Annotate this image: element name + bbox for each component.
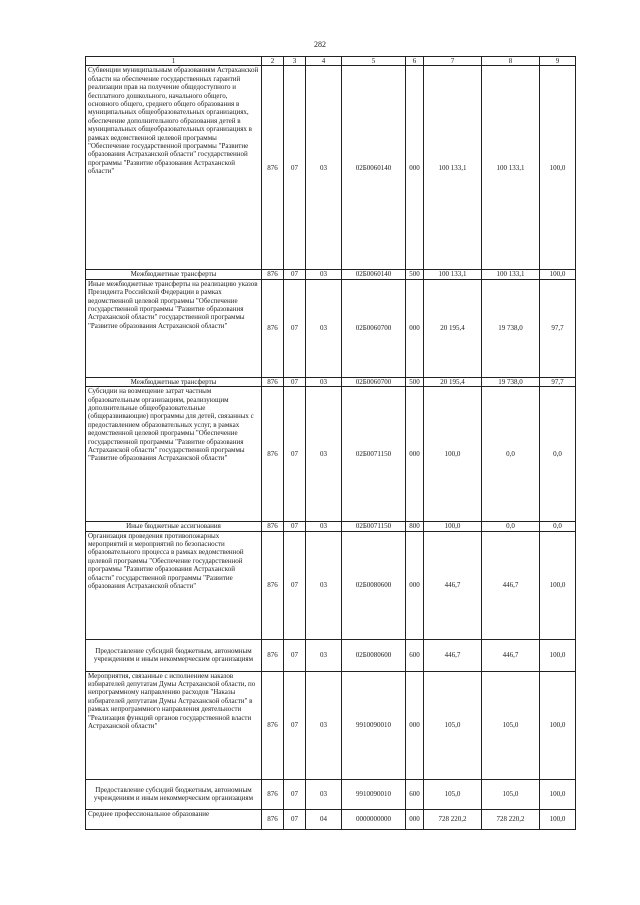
row-description: Иные бюджетные ассигнования xyxy=(86,522,262,531)
section-code: 07 xyxy=(284,387,306,522)
subsection-code: 03 xyxy=(306,522,342,531)
subsection-code: 03 xyxy=(306,377,342,386)
expense-type-code: 000 xyxy=(406,809,424,829)
header-cell: 3 xyxy=(284,57,306,66)
planned-amount: 100 133,1 xyxy=(424,270,482,279)
executed-amount: 446,7 xyxy=(482,531,540,639)
header-cell: 9 xyxy=(540,57,576,66)
subsection-code: 03 xyxy=(306,779,342,809)
grbs-code: 876 xyxy=(262,387,284,522)
planned-amount: 446,7 xyxy=(424,639,482,671)
planned-amount: 100,0 xyxy=(424,522,482,531)
header-cell: 5 xyxy=(342,57,406,66)
section-code: 07 xyxy=(284,639,306,671)
row-description: Иные межбюджетные трансферты на реализацию указов Президента Российской Федерации в рамках ведомственной целевой программы "Обеспечение государственной программы "Развитие образования Астраханской области" государственной программы "Развитие образования Астраханской области" xyxy=(86,279,262,377)
section-code: 07 xyxy=(284,522,306,531)
expense-type-code: 000 xyxy=(406,279,424,377)
section-code: 07 xyxy=(284,66,306,270)
target-article-code: 02Б0060140 xyxy=(342,66,406,270)
page-number: 282 xyxy=(314,40,326,49)
row-description: Межбюджетные трансферты xyxy=(86,270,262,279)
row-description: Предоставление субсидий бюджетным, автономным учреждениям и иным некоммерческим организациям xyxy=(86,639,262,671)
execution-percent: 100,0 xyxy=(540,809,576,829)
expense-type-code: 500 xyxy=(406,377,424,386)
target-article-code: 02Б0060140 xyxy=(342,270,406,279)
table-row xyxy=(86,279,576,377)
table-row xyxy=(86,639,576,671)
budget-table xyxy=(85,56,576,830)
subsection-code: 03 xyxy=(306,279,342,377)
header-cell: 4 xyxy=(306,57,342,66)
executed-amount: 100 133,1 xyxy=(482,66,540,270)
table-row xyxy=(86,377,576,386)
table-row xyxy=(86,270,576,279)
table-row xyxy=(86,809,576,829)
header-cell: 6 xyxy=(406,57,424,66)
expense-type-code: 800 xyxy=(406,522,424,531)
target-article-code: 9910090010 xyxy=(342,779,406,809)
grbs-code: 876 xyxy=(262,279,284,377)
executed-amount: 100 133,1 xyxy=(482,270,540,279)
execution-percent: 100,0 xyxy=(540,779,576,809)
planned-amount: 105,0 xyxy=(424,779,482,809)
target-article-code: 02Б0060700 xyxy=(342,377,406,386)
grbs-code: 876 xyxy=(262,377,284,386)
header-cell: 8 xyxy=(482,57,540,66)
subsection-code: 03 xyxy=(306,270,342,279)
expense-type-code: 000 xyxy=(406,66,424,270)
section-code: 07 xyxy=(284,671,306,779)
planned-amount: 105,0 xyxy=(424,671,482,779)
execution-percent: 100,0 xyxy=(540,531,576,639)
table-row xyxy=(86,779,576,809)
header-cell: 1 xyxy=(86,57,262,66)
subsection-code: 03 xyxy=(306,671,342,779)
grbs-code: 876 xyxy=(262,270,284,279)
row-description: Предоставление субсидий бюджетным, автономным учреждениям и иным некоммерческим организациям xyxy=(86,779,262,809)
header-cell: 7 xyxy=(424,57,482,66)
grbs-code: 876 xyxy=(262,639,284,671)
subsection-code: 03 xyxy=(306,387,342,522)
executed-amount: 0,0 xyxy=(482,387,540,522)
row-description: Среднее профессиональное образование xyxy=(86,809,262,829)
execution-percent: 97,7 xyxy=(540,377,576,386)
section-code: 07 xyxy=(284,779,306,809)
execution-percent: 100,0 xyxy=(540,671,576,779)
executed-amount: 105,0 xyxy=(482,671,540,779)
row-description: Организация проведения противопожарных мероприятий и мероприятий по безопасности образовательного процесса в рамках ведомственной целевой программы "Обеспечение государственной программы "Развитие образования Астраханской области" государственной программы "Развитие образования Астраханской области" xyxy=(86,531,262,639)
expense-type-code: 000 xyxy=(406,531,424,639)
target-article-code: 02Б0071150 xyxy=(342,522,406,531)
execution-percent: 97,7 xyxy=(540,279,576,377)
target-article-code: 02Б0060700 xyxy=(342,279,406,377)
table-row xyxy=(86,671,576,779)
row-description: Субвенции муниципальным образованиям Астраханской области на обеспечение государственных гарантий реализации прав на получение общедоступного и бесплатного дошкольного, начального общего, основного общего, среднего общего образования в муниципальных общеобразовательных организациях, обеспечение дополнительного образования детей в муниципальных общеобразовательных организациях в рамках ведомственной целевой программы "Обеспечение государственной программы "Развитие образования Астраханской области" государственной программы "Развитие образования Астраханской области" xyxy=(86,66,262,270)
execution-percent: 0,0 xyxy=(540,522,576,531)
target-article-code: 0000000000 xyxy=(342,809,406,829)
executed-amount: 105,0 xyxy=(482,779,540,809)
planned-amount: 100 133,1 xyxy=(424,66,482,270)
planned-amount: 100,0 xyxy=(424,387,482,522)
subsection-code: 03 xyxy=(306,639,342,671)
executed-amount: 19 738,0 xyxy=(482,279,540,377)
expense-type-code: 000 xyxy=(406,671,424,779)
target-article-code: 9910090010 xyxy=(342,671,406,779)
execution-percent: 100,0 xyxy=(540,66,576,270)
table-row xyxy=(86,531,576,639)
grbs-code: 876 xyxy=(262,531,284,639)
execution-percent: 100,0 xyxy=(540,270,576,279)
subsection-code: 03 xyxy=(306,531,342,639)
table-row xyxy=(86,522,576,531)
executed-amount: 19 738,0 xyxy=(482,377,540,386)
grbs-code: 876 xyxy=(262,66,284,270)
expense-type-code: 500 xyxy=(406,270,424,279)
subsection-code: 04 xyxy=(306,809,342,829)
expense-type-code: 600 xyxy=(406,779,424,809)
grbs-code: 876 xyxy=(262,522,284,531)
expense-type-code: 000 xyxy=(406,387,424,522)
header-row xyxy=(86,57,576,66)
section-code: 07 xyxy=(284,279,306,377)
section-code: 07 xyxy=(284,809,306,829)
planned-amount: 20 195,4 xyxy=(424,377,482,386)
grbs-code: 876 xyxy=(262,809,284,829)
target-article-code: 02Б0080600 xyxy=(342,531,406,639)
execution-percent: 100,0 xyxy=(540,639,576,671)
section-code: 07 xyxy=(284,377,306,386)
target-article-code: 02Б0080600 xyxy=(342,639,406,671)
section-code: 07 xyxy=(284,531,306,639)
subsection-code: 03 xyxy=(306,66,342,270)
executed-amount: 0,0 xyxy=(482,522,540,531)
table-row xyxy=(86,387,576,522)
executed-amount: 446,7 xyxy=(482,639,540,671)
planned-amount: 728 220,2 xyxy=(424,809,482,829)
header-cell: 2 xyxy=(262,57,284,66)
table-row xyxy=(86,66,576,270)
grbs-code: 876 xyxy=(262,779,284,809)
row-description: Субсидии на возмещение затрат частным образовательным организациям, реализующим дополнительные общеобразовательные (общеразвивающие) программы для детей, связанных с предоставлением образовательных услуг, в рамках ведомственной целевой программы "Обеспечение государственной программы "Развитие образования Астраханской области" государственной программы "Развитие образования Астраханской области" xyxy=(86,387,262,522)
grbs-code: 876 xyxy=(262,671,284,779)
row-description: Межбюджетные трансферты xyxy=(86,377,262,386)
section-code: 07 xyxy=(284,270,306,279)
target-article-code: 02Б0071150 xyxy=(342,387,406,522)
execution-percent: 0,0 xyxy=(540,387,576,522)
planned-amount: 446,7 xyxy=(424,531,482,639)
planned-amount: 20 195,4 xyxy=(424,279,482,377)
row-description: Мероприятия, связанные с исполнением наказов избирателей депутатам Думы Астраханской области, по непрограммному направлению расходов "Наказы избирателей депутатам Думы Астраханской области" в рамках непрограммного направления деятельности "Реализация функций органов государственной власти Астраханской области" xyxy=(86,671,262,779)
executed-amount: 728 220,2 xyxy=(482,809,540,829)
expense-type-code: 600 xyxy=(406,639,424,671)
